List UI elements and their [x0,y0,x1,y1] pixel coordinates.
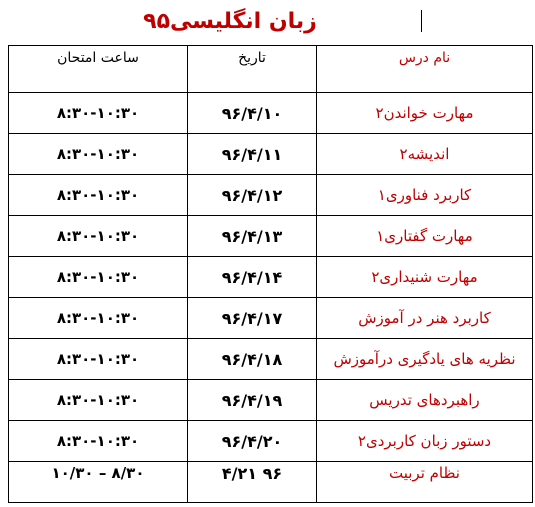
exam-time-cell: ۸:۳۰-۱۰:۳۰ [9,380,188,421]
table-header-row [9,46,533,93]
date-cell: ۹۶/۴/۱۸ [188,339,317,380]
course-name-cell: مهارت گفتاری۱ [317,216,533,257]
header-course-name: نام درس [317,46,533,93]
date-cell: ۹۶/۴/۱۹ [188,380,317,421]
course-name-cell: مهارت شنیداری۲ [317,257,533,298]
table-row [9,339,533,380]
exam-time-cell: ۸:۳۰-۱۰:۳۰ [9,216,188,257]
table-row [9,380,533,421]
exam-time-cell: ۸:۳۰-۱۰:۳۰ [9,175,188,216]
course-name-cell: نظریه های یادگیری درآموزش [317,339,533,380]
exam-time-cell: ۸/۳۰ – ۱۰/۳۰ [9,462,188,503]
course-name-cell: کاربرد فناوری۱ [317,175,533,216]
exam-time-cell: ۸:۳۰-۱۰:۳۰ [9,134,188,175]
table-row [9,93,533,134]
document-title: زبان انگلیسی۹۵ [143,9,317,34]
date-cell: ۹۶/۴/۱۰ [188,93,317,134]
date-cell: ۹۶/۴/۱۱ [188,134,317,175]
course-name-cell: دستور زبان کاربردی۲ [317,421,533,462]
course-name-cell: نظام تربیت [317,462,533,503]
date-cell: ۹۶/۴/۲۰ [188,421,317,462]
date-cell: ۹۶ ۴/۲۱ [188,462,317,503]
exam-schedule-table [8,45,533,503]
exam-time-cell: ۸:۳۰-۱۰:۳۰ [9,93,188,134]
exam-time-cell: ۸:۳۰-۱۰:۳۰ [9,339,188,380]
exam-time-cell: ۸:۳۰-۱۰:۳۰ [9,421,188,462]
table-row [9,257,533,298]
exam-time-cell: ۸:۳۰-۱۰:۳۰ [9,298,188,339]
exam-time-cell: ۸:۳۰-۱۰:۳۰ [9,257,188,298]
table-row [9,462,533,503]
course-name-cell: مهارت خواندن۲ [317,93,533,134]
table-row [9,298,533,339]
date-cell: ۹۶/۴/۱۳ [188,216,317,257]
text-cursor [421,10,422,32]
table-row [9,175,533,216]
course-name-cell: راهبردهای تدریس [317,380,533,421]
date-cell: ۹۶/۴/۱۲ [188,175,317,216]
course-name-cell: اندیشه۲ [317,134,533,175]
header-exam-time: ساعت امتحان [9,46,188,93]
header-date: تاریخ [188,46,317,93]
date-cell: ۹۶/۴/۱۷ [188,298,317,339]
table-row [9,421,533,462]
table-row [9,134,533,175]
date-cell: ۹۶/۴/۱۴ [188,257,317,298]
course-name-cell: کاربرد هنر در آموزش [317,298,533,339]
table-row [9,216,533,257]
